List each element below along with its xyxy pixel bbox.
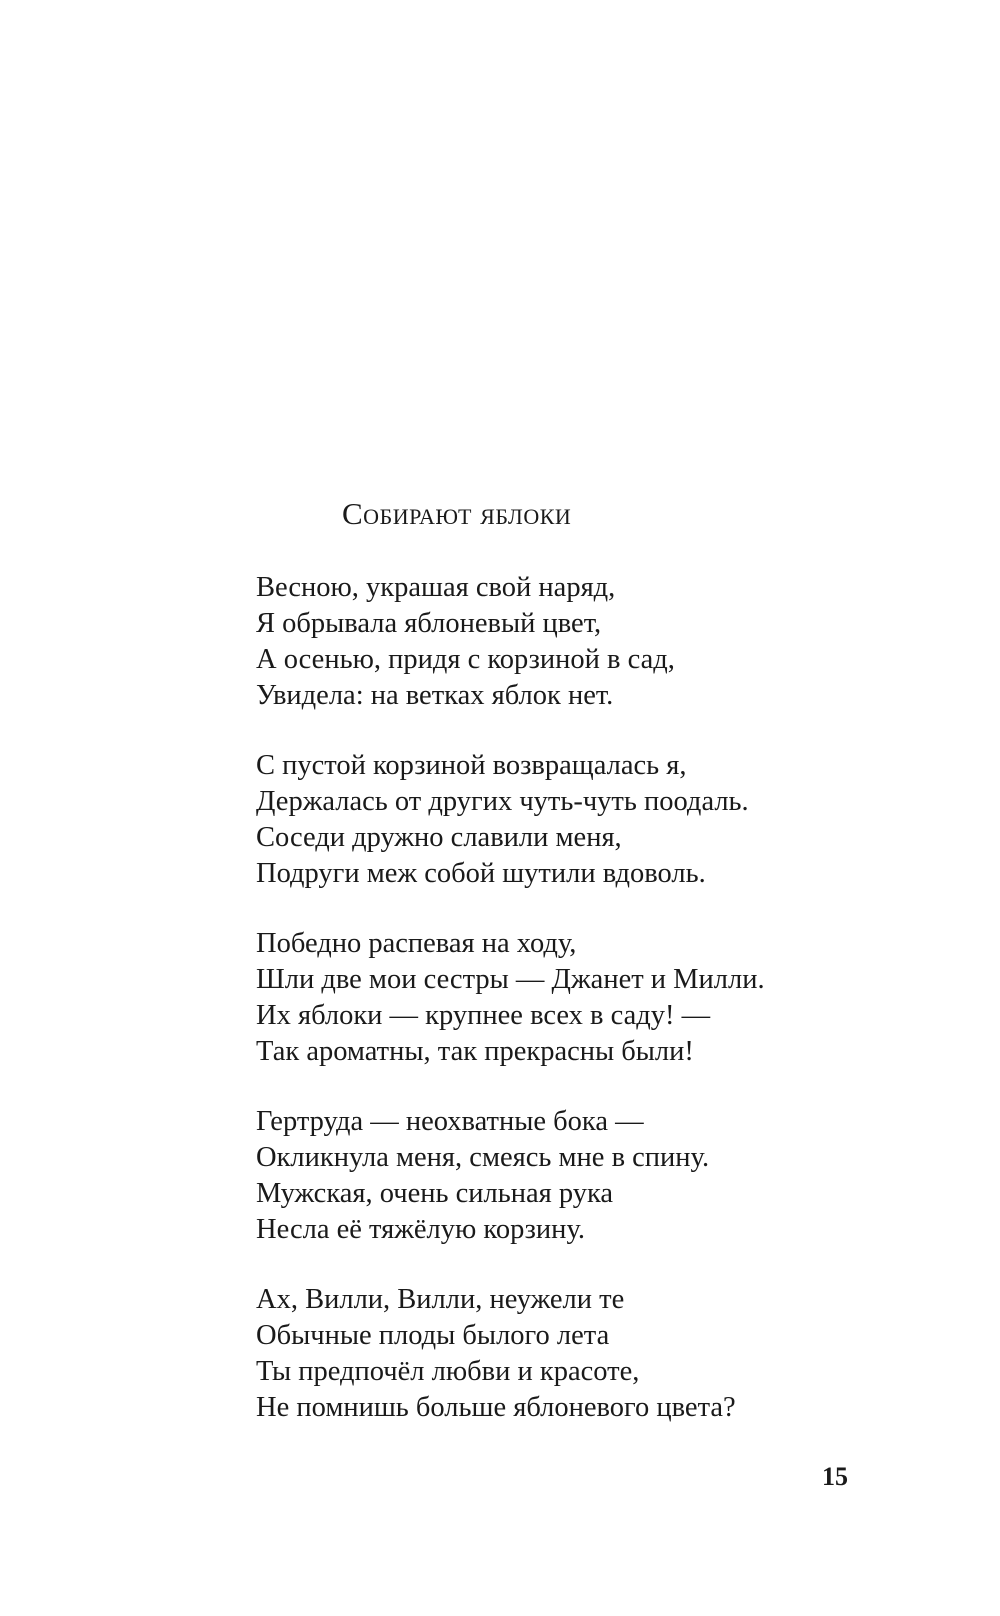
poem-line: Так ароматны, так прекрасны были! [256, 1036, 694, 1067]
poem-line: Я обрывала яблоневый цвет, [256, 608, 602, 639]
poem-body [256, 570, 876, 1460]
stanza-1 [256, 570, 876, 714]
poem-line: А осенью, придя с корзиной в сад, [256, 644, 675, 675]
poem-line: Увидела: на ветках яблок нет. [256, 680, 614, 711]
poem-line: Не помнишь больше яблоневого цвета? [256, 1392, 736, 1423]
stanza-3 [256, 926, 876, 1070]
poem-line: Мужская, очень сильная рука [256, 1178, 614, 1209]
poem-line: Подруги меж собой шутили вдоволь. [256, 858, 706, 889]
poem-line: С пустой корзиной возвращалась я, [256, 750, 687, 781]
poem-line: Ты предпочёл любви и красоте, [256, 1356, 640, 1387]
poem-line: Окликнула меня, смеясь мне в спину. [256, 1142, 710, 1173]
poem-line: Держалась от других чуть-чуть поодаль. [256, 786, 749, 817]
poem-line: Соседи дружно славили меня, [256, 822, 622, 853]
stanza-5 [256, 1282, 876, 1426]
page-number: 15 [822, 1462, 848, 1491]
poem-title: Собирают яблоки [342, 496, 572, 531]
stanza-2 [256, 748, 876, 892]
poem-line: Несла её тяжёлую корзину. [256, 1214, 585, 1245]
stanza-4 [256, 1104, 876, 1248]
poem-line: Ах, Вилли, Вилли, неужели те [256, 1284, 625, 1315]
poem-line: Весною, украшая свой наряд, [256, 572, 616, 603]
poem-line: Их яблоки — крупнее всех в саду! — [256, 1000, 711, 1031]
poem-line: Обычные плоды былого лета [256, 1320, 610, 1351]
poem-line: Шли две мои сестры — Джанет и Милли. [256, 964, 765, 995]
poem-line: Гертруда — неохватные бока — [256, 1106, 644, 1137]
poem-line: Победно распевая на ходу, [256, 928, 577, 959]
